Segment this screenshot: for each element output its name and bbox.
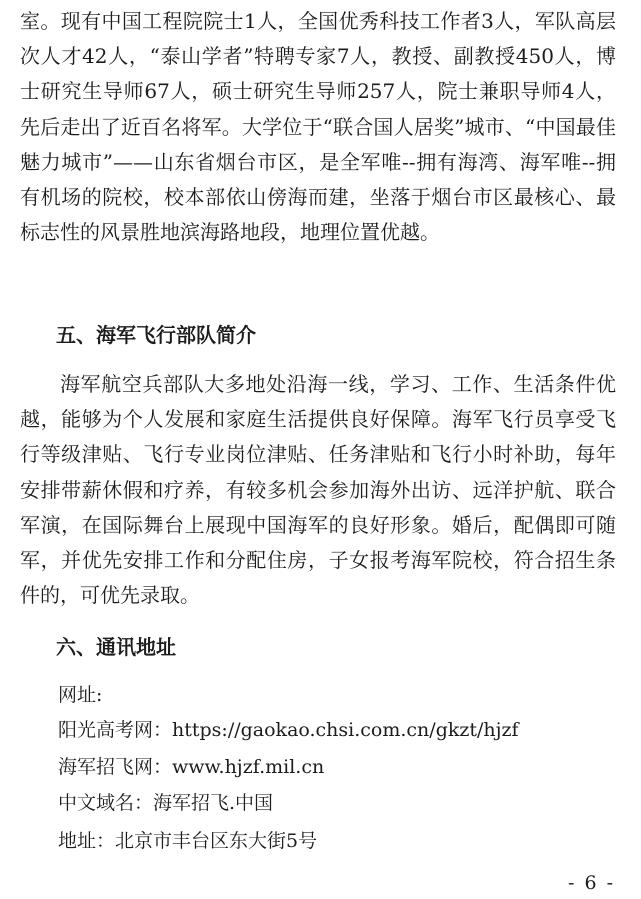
section-heading-contact: 六、通讯地址 (56, 635, 176, 659)
paragraph-naval-aviation: 海军航空兵部队大多地处沿海一线，学习、工作、生活条件优越，能够为个人发展和家庭生活提供良好保障。海军飞行员享受飞行等级津贴、飞行专业岗位津贴、任务津贴和飞行小时补助，每年安排带薪休假和疗养，有较多机会参加海外出访、远洋护航、联合军演，在国际舞台上展现中国海军的良好形象。婚后，配偶即可随军，并优先安排工作和分配住房，子女报考海军院校，符合招生条件的，可优先录取。 (20, 372, 616, 608)
address-line-chinese-domain: 中文域名：海军招飞.中国 (58, 792, 274, 814)
address-line-website-label: 网址: (58, 684, 103, 706)
page-number: - 6 - (567, 872, 615, 894)
section-heading-naval-aviation: 五、海军飞行部队简介 (56, 323, 256, 347)
address-line-gaokao-url: 阳光高考网：https://gaokao.chsi.com.cn/gkzt/hjzf (58, 719, 519, 741)
address-line-hjzf-url: 海军招飞网：www.hjzf.mil.cn (58, 756, 325, 778)
paragraph-university-intro: 室。现有中国工程院院士1人，全国优秀科技工作者3人，军队高层次人才42人，“泰山学者”特聘专家7人，教授、副教授450人，博士研究生导师67人，硕士研究生导师257人，院士兼职导师4人，先后走出了近百名将军。大学位于“联合国人居奖”城市、“中国最佳魅力城市”——山东省烟台市区，是全军唯-‐拥有海湾、海军唯-‐拥有机场的院校，校本部依山傍海而建，坐落于烟台市区最核心、最标志性的风景胜地滨海路地段，地理位置优越。 (20, 9, 616, 245)
address-line-postal: 地址：北京市丰台区东大街5号 (58, 830, 318, 852)
